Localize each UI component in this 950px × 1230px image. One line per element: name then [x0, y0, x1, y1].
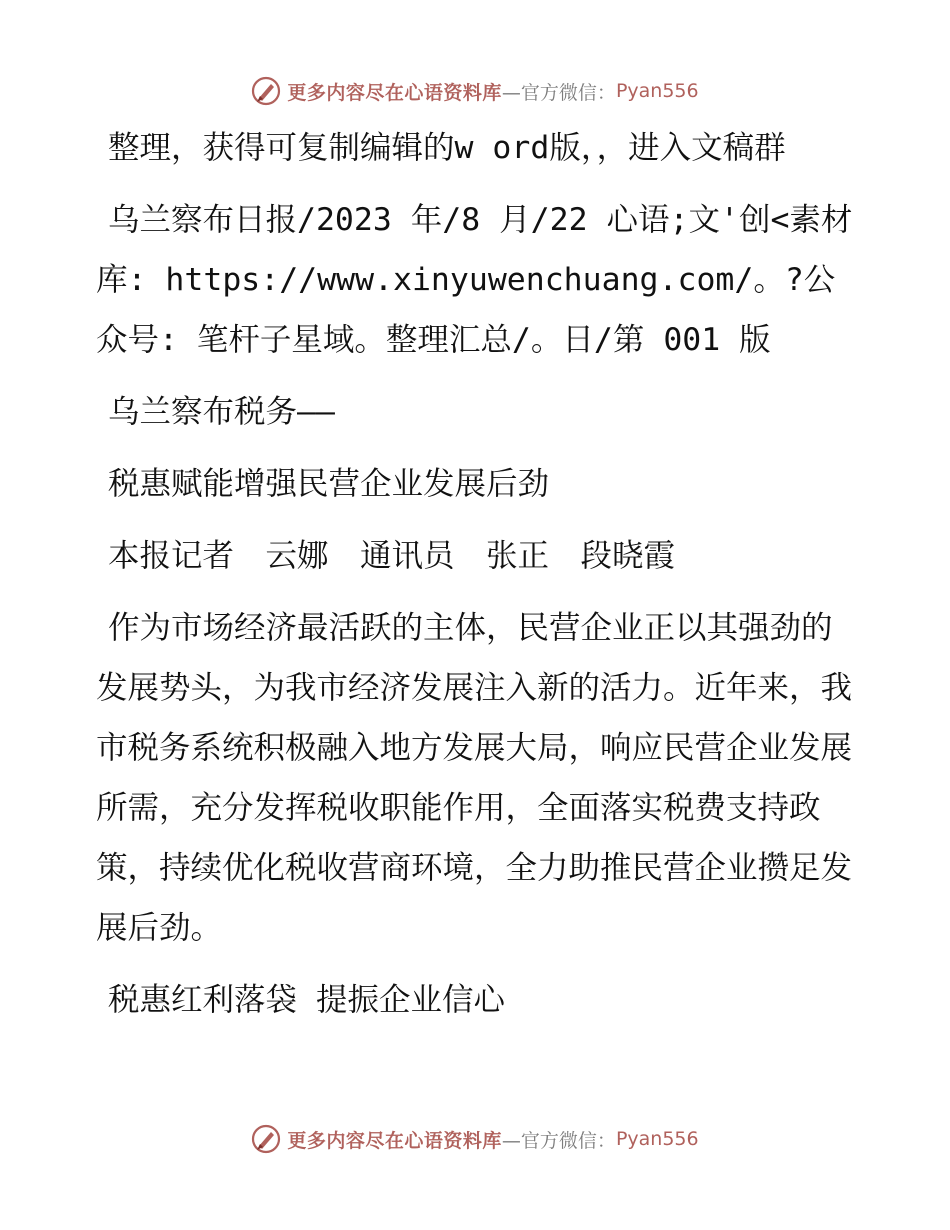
pen-logo-icon	[251, 1124, 281, 1154]
header-banner-text: 更多内容尽在心语资料库	[287, 81, 502, 104]
footer-wechat-id: Pyan556	[615, 1128, 699, 1150]
lead-paragraph: 作为市场经济最活跃的主体，民营企业正以其强劲的发展势头，为我市经济发展注入新的活力。近年来，我市税务系统积极融入地方发展大局，响应民营企业发展所需，充分发挥税收职能作用，全面落实税费支持政策，持续优化税收营商环境，全力助推民营企业攒足发展后劲。	[96, 610, 853, 946]
document-body	[96, 118, 854, 1042]
section-label: 乌兰察布税务——	[108, 394, 335, 430]
source-paragraph: 乌兰察布日报/2023 年/8 月/22 心语;文'创<素材库: https://www.xinyuwenchuang.com/。?公众号: 笔杆子星域。整理汇总/。日/第 001 版	[96, 202, 853, 358]
pen-logo-icon	[251, 76, 281, 106]
header-banner-separator: —官方微信：	[501, 81, 616, 104]
footer-banner-separator: —官方微信：	[501, 1129, 616, 1152]
subheading: 税惠红利落袋 提振企业信心	[108, 982, 505, 1018]
article-title: 税惠赋能增强民营企业发展后劲	[108, 466, 550, 502]
byline: 本报记者 云娜 通讯员 张正 段晓霞	[108, 538, 676, 574]
header-banner	[0, 71, 950, 111]
intro-paragraph: 整理，获得可复制编辑的w ord版，，进入文稿群	[108, 130, 786, 166]
header-wechat-id: Pyan556	[615, 80, 699, 102]
footer-banner-text: 更多内容尽在心语资料库	[287, 1129, 502, 1152]
footer-banner	[0, 1119, 950, 1159]
